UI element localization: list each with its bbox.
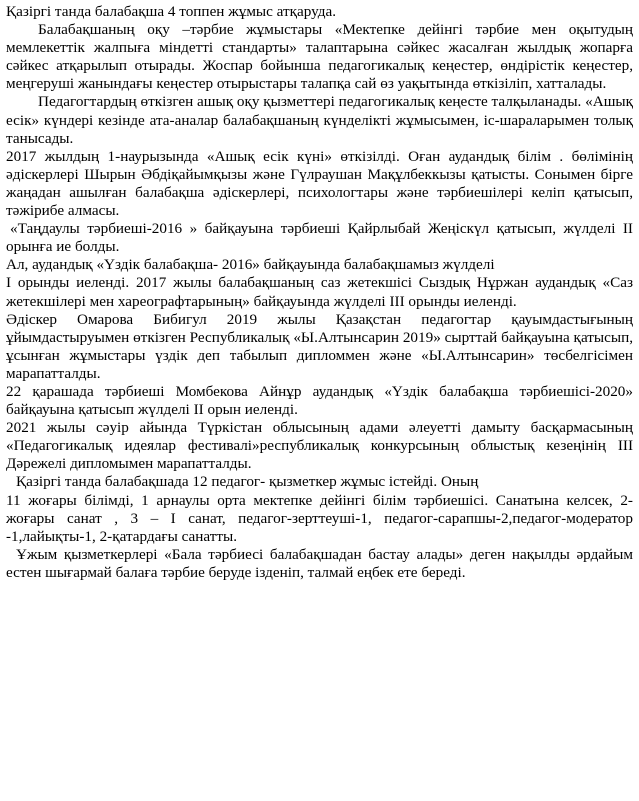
paragraph-festival-2021: 2021 жылы сәуір айында Түркістан облысының адами әлеуетті дамыту басқармасының «Педагогикалық идеялар фестивалі»республикалық конкурсының облыстық кезеңінің III Дәрежелі дипломымен марапатталды. bbox=[6, 419, 633, 473]
paragraph-music-director: I орынды иеленді. 2017 жылы балабақшаның саз жетекшісі Сыздық Нұржан аудандық «Саз жетекшілері мен хареографтарының» байқауында жүлделі III орынды иеленді. bbox=[6, 274, 633, 310]
paragraph-open-day-2017: 2017 жылдың 1-наурызында «Ашық есік күні» өткізілді. Оған аудандық білім . бөлімінің әдіскерлері Шырын Әбдіқайымқызы және Гүлраушан Мақұлбеккызы қатысты. Сонымен бірге жаңадан ашылған балабақша әдіскерлері, психологтары және тәрбиешілері келіп қатысып, тәжірибе алмасы. bbox=[6, 147, 633, 220]
paragraph-group-count: Қазіргі танда балабақша 4 топпен жұмыс атқаруда. bbox=[6, 3, 337, 20]
paragraph-methodist-award: Әдіскер Омарова Бибигул 2019 жылы Қазақстан педагогтар қауымдастығының ұйымдастыруымен өткізген Республикалық «Ы.Алтынсарин 2019» сырттай байқауына қатысып, ұсынған жұмыстары үздік деп табылып дипломмен және «Ы.Алтынсарин» төсбелгісімен марапатталды. bbox=[6, 310, 633, 382]
paragraph-best-kindergarten-2016: Ал, аудандық «Үздік балабақша- 2016» байқауында балабақшамыз жүлделі bbox=[6, 256, 495, 274]
paragraph-best-teacher-2020: 22 қарашада тәрбиеші Момбекова Айнұр аудандық «Үздік балабақша тәрбиешісі-2020» байқауына қатысып жүлделі II орын иеленді. bbox=[6, 382, 633, 419]
paragraph-staff-count: Қазіргі танда балабақшада 12 педагог- қызметкер жұмыс істейді. Оның bbox=[16, 473, 479, 491]
paragraph-open-lessons: Педагогтардың өткізген ашық оқу қызметтері педагогикалық кеңесте талқыланады. «Ашық есік» күндері кезінде ата-аналар балабақшаның күнделікті жұмысымен, іс-шараларымен толық танысады. bbox=[6, 93, 633, 147]
paragraph-curriculum: Балабақшаның оқу –тәрбие жұмыстары «Мектепке дейінгі тәрбие мен оқытудың мемлекеттік жалпыға міндетті стандарты» талаптарына сәйкес жасалған жылдық жопарға сәйкес атқарылып отырады. Жоспар бойынша педагогикалық кеңестер, өндірістік кеңестер, меңгеруші жанындағы кеңестер отырыстары талапқа сай өз уақытында өткізіліп, хатталады. bbox=[6, 21, 633, 93]
paragraph-staff-qualifications: 11 жоғары білімді, 1 арнаулы орта мектепке дейінгі білім тәрбиешісі. Санатына келсек, 2- жоғары санат , 3 – I санат, педагог-зерттеуші-1, педагог-сарапшы-2,педагог-модератор -1,лайықты-1, 2-қатардағы санатты. bbox=[6, 491, 633, 545]
paragraph-best-teacher-2016: «Таңдаулы тәрбиеші-2016 » байқауына тәрбиеші Қайрлыбай Жеңіскүл қатысып, жүлделі II орынға ие болды. bbox=[6, 220, 633, 256]
paragraph-team-motto: Ұжым қызметкерлері «Бала тәрбиесі балабақшадан бастау алады» деген нақылды әрдайым естен шығармай балаға тәрбие беруде ізденіп, талмай еңбек ете береді. bbox=[6, 545, 633, 581]
